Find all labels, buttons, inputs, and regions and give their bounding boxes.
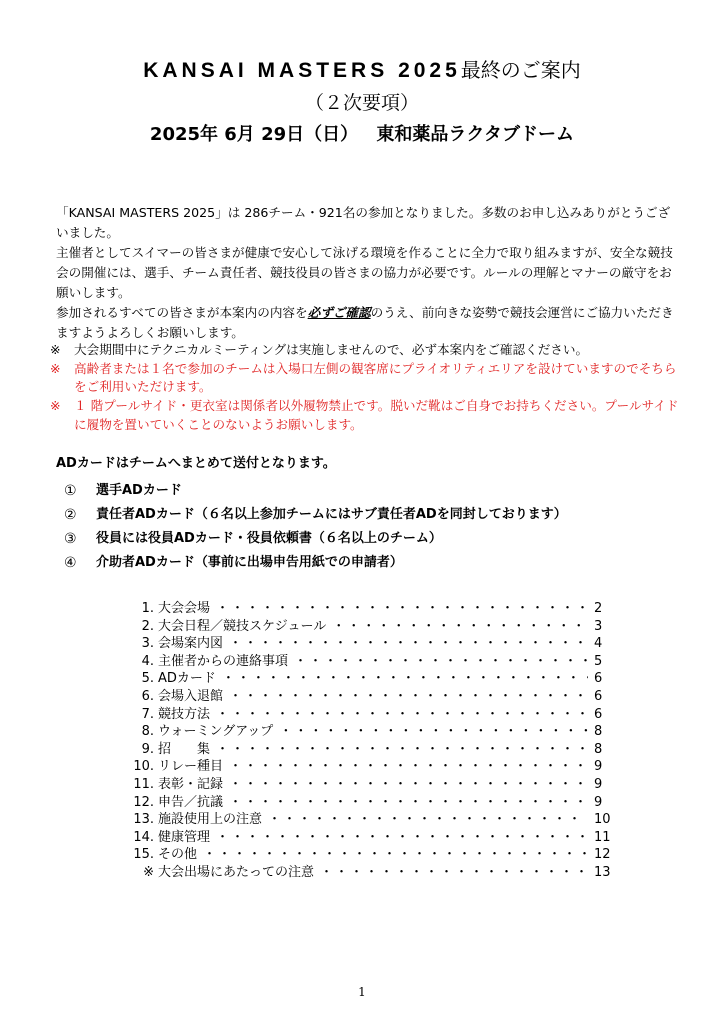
page-number: 1 [358, 985, 366, 999]
toc-leader [279, 723, 588, 741]
ad-card-number: ③ [64, 531, 77, 547]
toc-leader [222, 670, 588, 688]
ad-card-item [56, 503, 676, 527]
toc-leader [229, 794, 588, 812]
event-venue: 東和薬品ラクタブドーム [376, 124, 575, 145]
toc-number: 11. [133, 776, 154, 792]
ad-card-text: 選手ADカード [96, 483, 182, 498]
toc-title: 大会日程／競技スケジュール [158, 618, 327, 634]
toc-page: 9 [594, 794, 603, 810]
toc-title: 施設使用上の注意 [158, 812, 263, 828]
note-mark: ※ [50, 342, 61, 357]
toc-page: 3 [594, 618, 603, 634]
page-subtitle: （２次要項） [304, 92, 419, 114]
ad-card-item [56, 527, 676, 551]
toc-number: 9. [141, 741, 154, 757]
toc-title: 大会出場にあたっての注意 [158, 864, 315, 880]
toc-page: 8 [594, 724, 603, 740]
event-date-venue [0, 121, 724, 149]
toc-title: ウォーミングアップ [158, 724, 274, 740]
notes-section [50, 341, 680, 435]
toc-page: 5 [594, 653, 603, 669]
table-of-contents [118, 600, 628, 882]
toc-page: 12 [594, 847, 611, 863]
toc-page: 10 [594, 812, 611, 828]
intro-paragraph: 主催者としてスイマーの皆さまが健康で安心して泳げる環境を作ることに全力で取り組みますが、安全な競技会の開催には、選手、チーム責任者、競技役員の皆さまの協力が必要です。ルールの理解とマナーの厳守をお願いします。 [56, 245, 673, 300]
title-latin: KANSAI MASTERS 2025 [143, 59, 461, 82]
toc-row[interactable] [118, 618, 628, 636]
toc-leader [332, 618, 588, 636]
ad-card-heading: ADカードはチームへまとめて送付となります。 [56, 456, 336, 471]
toc-row[interactable] [118, 829, 628, 847]
note-mark: ※ [50, 398, 61, 414]
toc-title: 会場入退館 [158, 688, 224, 704]
toc-title: 競技方法 [158, 706, 211, 722]
title-block [0, 56, 724, 149]
toc-row[interactable] [118, 776, 628, 794]
toc-page: 11 [594, 829, 611, 845]
toc-page: 13 [594, 864, 611, 880]
toc-page: 9 [594, 759, 603, 775]
ad-card-number: ① [64, 483, 77, 499]
note-mark: ※ [50, 360, 61, 376]
toc-leader [216, 829, 588, 847]
ad-card-list [56, 479, 676, 575]
toc-row[interactable] [118, 688, 628, 706]
ad-card-text: 役員には役員ADカード・役員依頼書（６名以上のチーム） [96, 531, 442, 546]
toc-leader [216, 600, 588, 618]
toc-number: ※ [143, 864, 154, 880]
toc-number: 2. [141, 618, 154, 634]
note-text: 大会期間中にテクニカルミーティングは実施しませんので、必ず本案内をご確認ください。 [74, 342, 589, 357]
toc-title: 大会会場 [158, 601, 211, 616]
toc-leader [294, 653, 588, 671]
toc-row[interactable] [118, 811, 628, 829]
toc-page: 6 [594, 671, 603, 687]
toc-leader [320, 864, 588, 882]
toc-leader [229, 688, 588, 706]
ad-card-text: 介助者ADカード（事前に出場申告用紙での申請者） [96, 555, 403, 570]
title-jp: 最終のご案内 [460, 58, 581, 82]
toc-number: 14. [133, 829, 154, 845]
toc-leader [229, 776, 588, 794]
toc-number: 15. [133, 847, 154, 863]
intro-paragraph [56, 303, 676, 343]
toc-leader [229, 758, 588, 776]
toc-page: 2 [594, 601, 603, 616]
toc-title: 表彰・記録 [158, 776, 224, 792]
toc-leader [216, 706, 588, 724]
ad-card-number: ④ [64, 555, 77, 571]
toc-number: 13. [133, 812, 154, 828]
toc-row[interactable] [118, 706, 628, 724]
toc-row[interactable] [118, 758, 628, 776]
toc-number: 7. [141, 706, 154, 722]
toc-title: 招 集 [158, 741, 211, 757]
toc-leader [229, 635, 588, 653]
ad-card-item [56, 479, 676, 503]
toc-row[interactable] [118, 600, 628, 618]
toc-leader [268, 811, 588, 829]
intro-emphasis: 必ずご確認 [307, 305, 371, 320]
toc-number: 6. [141, 688, 154, 704]
toc-page: 6 [594, 706, 603, 722]
toc-number: 10. [133, 759, 154, 775]
toc-title: 申告／抗議 [158, 794, 224, 810]
toc-number: 1. [141, 601, 154, 616]
toc-number: 8. [141, 724, 154, 740]
toc-number: 3. [141, 636, 154, 652]
note-item [50, 341, 680, 360]
toc-number: 4. [141, 653, 154, 669]
toc-title: 会場案内図 [158, 636, 224, 652]
toc-page: 9 [594, 776, 603, 792]
note-text: １ 階プールサイド・更衣室は関係者以外履物禁止です。脱いだ靴はご自身でお持ちください。プールサイドに履物を置いていくことのないようお願いします。 [74, 398, 679, 432]
toc-row[interactable] [118, 635, 628, 653]
ad-card-number: ② [64, 507, 77, 523]
note-item [50, 397, 680, 434]
toc-leader [203, 846, 588, 864]
toc-row[interactable] [118, 723, 628, 741]
toc-leader [216, 741, 588, 759]
page-title [0, 56, 724, 85]
toc-row[interactable] [118, 846, 628, 864]
toc-title: その他 [158, 847, 198, 863]
intro-section [56, 203, 676, 343]
intro-paragraph: 「KANSAI MASTERS 2025」は 286チーム・921名の参加となりました。多数のお申し込みありがとうございました。 [56, 205, 671, 240]
toc-row[interactable] [118, 741, 628, 759]
ad-card-item [56, 551, 676, 575]
toc-page: 4 [594, 636, 603, 652]
toc-row[interactable] [118, 794, 628, 812]
toc-row[interactable] [118, 653, 628, 671]
event-date: 2025年 6月 29日（日） [149, 124, 359, 145]
toc-title: 主催者からの連絡事項 [158, 653, 289, 669]
note-text: 高齢者または１名で参加のチームは入場口左側の観客席にプライオリティエリアを設けていますのでそちらをご利用いただけます。 [74, 360, 677, 395]
toc-title: リレー種目 [158, 759, 224, 775]
toc-number: 5. [141, 671, 154, 687]
toc-title: ADカード [158, 671, 216, 687]
toc-number: 12. [133, 794, 154, 810]
toc-title: 健康管理 [158, 829, 211, 845]
ad-card-section [56, 452, 676, 575]
note-item [50, 360, 680, 397]
intro-text: 参加されるすべての皆さまが本案内の内容を [56, 305, 308, 320]
ad-card-text: 責任者ADカード（６名以上参加チームにはサブ責任者ADを同封しております） [96, 507, 567, 522]
toc-page: 8 [594, 741, 603, 757]
intro-text: のうえ、前向きな姿勢で競技会運営にご協力いただきますようよろしくお願いします。 [56, 305, 674, 340]
toc-page: 6 [594, 688, 603, 704]
toc-row[interactable] [118, 864, 628, 882]
toc-row[interactable] [118, 670, 628, 688]
